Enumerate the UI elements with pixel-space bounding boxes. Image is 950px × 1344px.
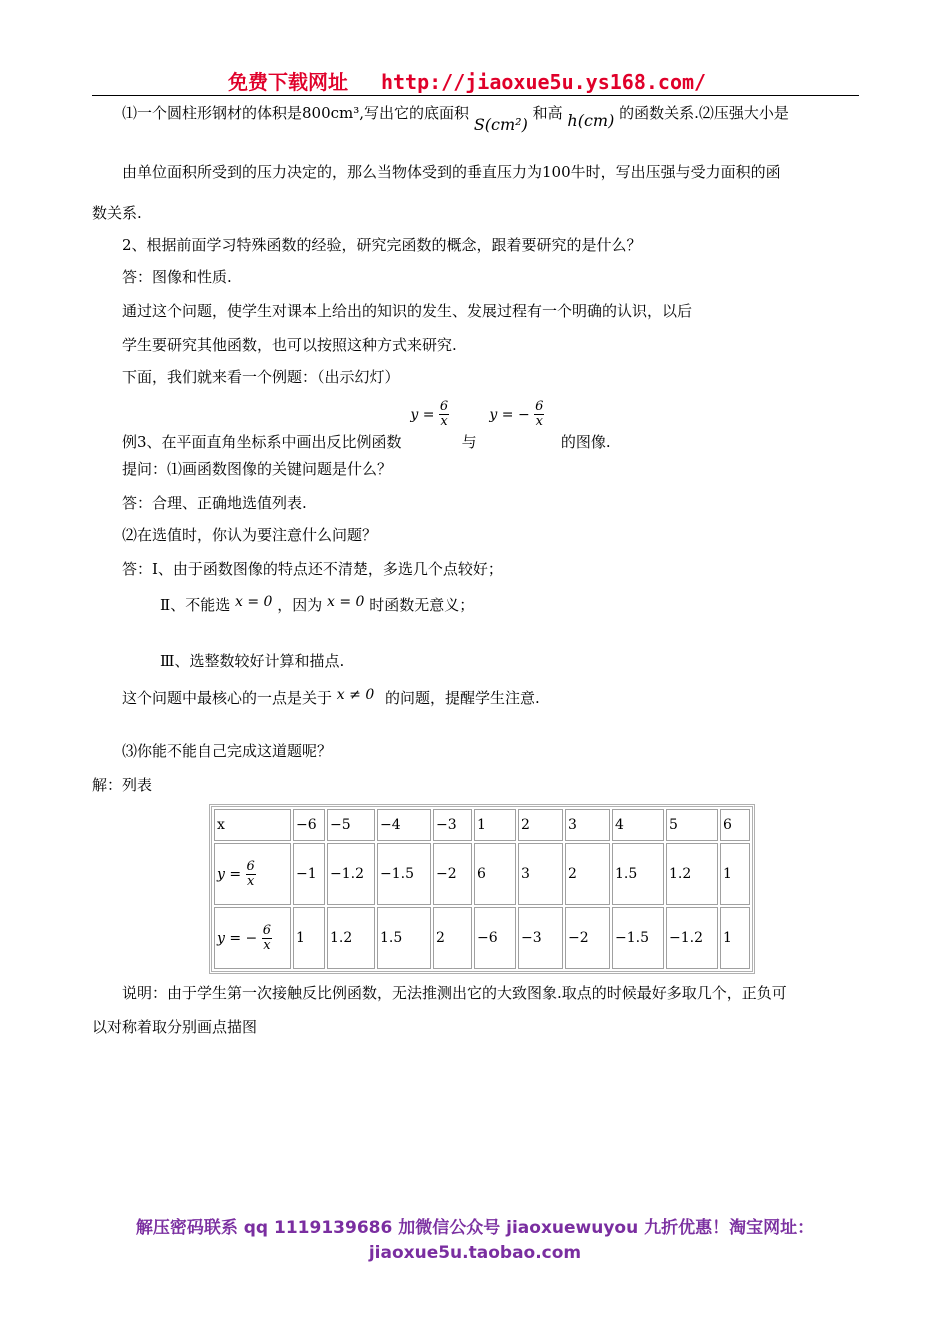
table-cell: 2 — [433, 907, 472, 969]
f1-den: x — [440, 414, 448, 429]
f2-fraction — [534, 400, 544, 429]
text-line-1: 通过这个问题，使学生对课本上给出的知识的发生、发展过程有一个明确的认识，以后 — [122, 302, 693, 320]
text-line-2: 学生要研究其他函数，也可以按照这种方式来研究. — [122, 336, 457, 354]
ans3-text-a: Ⅱ、不能选 — [160, 596, 231, 614]
value-table — [209, 804, 755, 974]
table-cell: 1 — [474, 809, 516, 841]
formula-area: S(cm²) — [473, 115, 528, 134]
table-cell: 6 — [474, 843, 516, 905]
table-cell: 3 — [518, 843, 563, 905]
text-line-3: 下面，我们就来看一个例题：（出示幻灯） — [122, 368, 400, 386]
core-note — [122, 687, 540, 708]
p1-text-c: 的函数关系.⑵压强大小是 — [619, 104, 789, 122]
ex3-text-b: 与 — [461, 432, 477, 451]
ask-3: ⑶你能不能自己完成这道题呢？ — [122, 742, 333, 760]
ex3-text-c: 的图像. — [560, 432, 611, 451]
table-cell: −3 — [518, 907, 563, 969]
table-cell: −1.5 — [612, 907, 664, 969]
f1-fraction — [439, 400, 449, 429]
table-cell: 1 — [720, 907, 750, 969]
table-cell: 3 — [565, 809, 610, 841]
formula-y-neg6-over-x — [489, 399, 548, 429]
row2-lhs: y = − — [217, 930, 258, 946]
answer-2: 答：图像和性质. — [122, 268, 232, 286]
table-cell: 1.2 — [666, 843, 718, 905]
table-cell: −6 — [293, 809, 325, 841]
table-cell: x — [214, 809, 291, 841]
table-cell: −3 — [433, 809, 472, 841]
row1-fraction — [246, 860, 256, 889]
note-line-2: 以对称着取分别画点描图 — [92, 1018, 258, 1036]
table-cell: −4 — [377, 809, 431, 841]
table-cell: −6 — [474, 907, 516, 969]
table-cell: 5 — [666, 809, 718, 841]
core-text-a: 这个问题中最核心的一点是关于 — [122, 689, 333, 707]
answer-item-2 — [160, 594, 474, 615]
answer-ask-1: 答：合理、正确地选值列表. — [122, 494, 307, 512]
row2-num: 6 — [262, 922, 272, 938]
table-cell: −1 — [293, 843, 325, 905]
row1-num: 6 — [246, 858, 255, 874]
table-cell: 1.5 — [377, 907, 431, 969]
f2-den: x — [535, 414, 543, 429]
ans3-text-b: ，因为 — [277, 596, 323, 614]
p1-text-b: 和高 — [532, 104, 563, 122]
table-row — [214, 843, 750, 905]
header-banner — [228, 66, 706, 95]
footer-contact: 解压密码联系 qq 1119139686 加微信公众号 jiaoxuewuyou 九折优惠！淘宝网址：jiaoxue5u.taobao.com — [135, 1218, 815, 1263]
table-cell: 6 — [720, 809, 750, 841]
example-3 — [122, 399, 611, 451]
table-cell: 1 — [720, 843, 750, 905]
paragraph-3: 数关系. — [92, 204, 142, 222]
solution-label: 解：列表 — [92, 776, 153, 794]
table-row — [214, 907, 750, 969]
table-cell: 4 — [612, 809, 664, 841]
table-cell: −1.5 — [377, 843, 431, 905]
formula-x-ne-0: x ≠ 0 — [336, 687, 375, 703]
paragraph-1 — [122, 102, 789, 134]
paragraph-2: 由单位面积所受到的压力决定的，那么当物体受到的垂直压力为100牛时，写出压强与受力面积的函 — [122, 163, 781, 181]
table-cell: 2 — [518, 809, 563, 841]
row2-fraction — [262, 924, 272, 953]
answer-item-1: 答：Ⅰ、由于函数图像的特点还不清楚，多选几个点较好； — [122, 560, 503, 578]
formula-x-eq-0-a: x = 0 — [234, 594, 273, 610]
row-label-f1 — [214, 843, 291, 905]
core-text-b: 的问题，提醒学生注意. — [385, 689, 540, 707]
question-2: 2、根据前面学习特殊函数的经验，研究完函数的概念，跟着要研究的是什么？ — [122, 236, 642, 254]
table-cell: −5 — [327, 809, 375, 841]
table-row — [214, 809, 750, 841]
header-url-link[interactable]: http://jiaoxue5u.ys168.com/ — [380, 70, 707, 94]
row1-den: x — [247, 873, 255, 889]
row-label-f2 — [214, 907, 291, 969]
header-rule — [92, 95, 859, 96]
f1-lhs: y = — [410, 406, 435, 423]
f2-num: 6 — [535, 399, 544, 414]
table-cell: 1 — [293, 907, 325, 969]
table-cell: −1.2 — [666, 907, 718, 969]
ans3-text-c: 时函数无意义； — [369, 596, 475, 614]
formula-x-eq-0-b: x = 0 — [327, 594, 365, 610]
row1-lhs: y = — [217, 866, 242, 882]
table-cell: 1.2 — [327, 907, 375, 969]
formula-y-6-over-x — [410, 399, 453, 429]
row2-den: x — [263, 937, 271, 953]
f2-lhs: y = − — [489, 406, 530, 423]
f1-num: 6 — [439, 399, 449, 414]
table-cell: 1.5 — [612, 843, 664, 905]
table-cell: −2 — [565, 907, 610, 969]
ask-1: 提问：⑴画函数图像的关键问题是什么？ — [122, 460, 393, 478]
table-cell: 2 — [565, 843, 610, 905]
formula-height: h(cm) — [567, 111, 615, 130]
p1-text-a: ⑴一个圆柱形钢材的体积是800cm³,写出它的底面积 — [122, 104, 470, 122]
header-label: 免费下载网址 — [228, 70, 348, 94]
note-line-1: 说明：由于学生第一次接触反比例函数，无法推测出它的大致图象.取点的时候最好多取几个，正负可 — [122, 984, 787, 1002]
ask-2: ⑵在选值时，你认为要注意什么问题？ — [122, 526, 378, 544]
ex3-text-a: 例3、在平面直角坐标系中画出反比例函数 — [122, 432, 402, 451]
table-cell: −2 — [433, 843, 472, 905]
answer-item-3: Ⅲ、选整数较好计算和描点. — [160, 652, 345, 670]
table-cell: −1.2 — [327, 843, 375, 905]
